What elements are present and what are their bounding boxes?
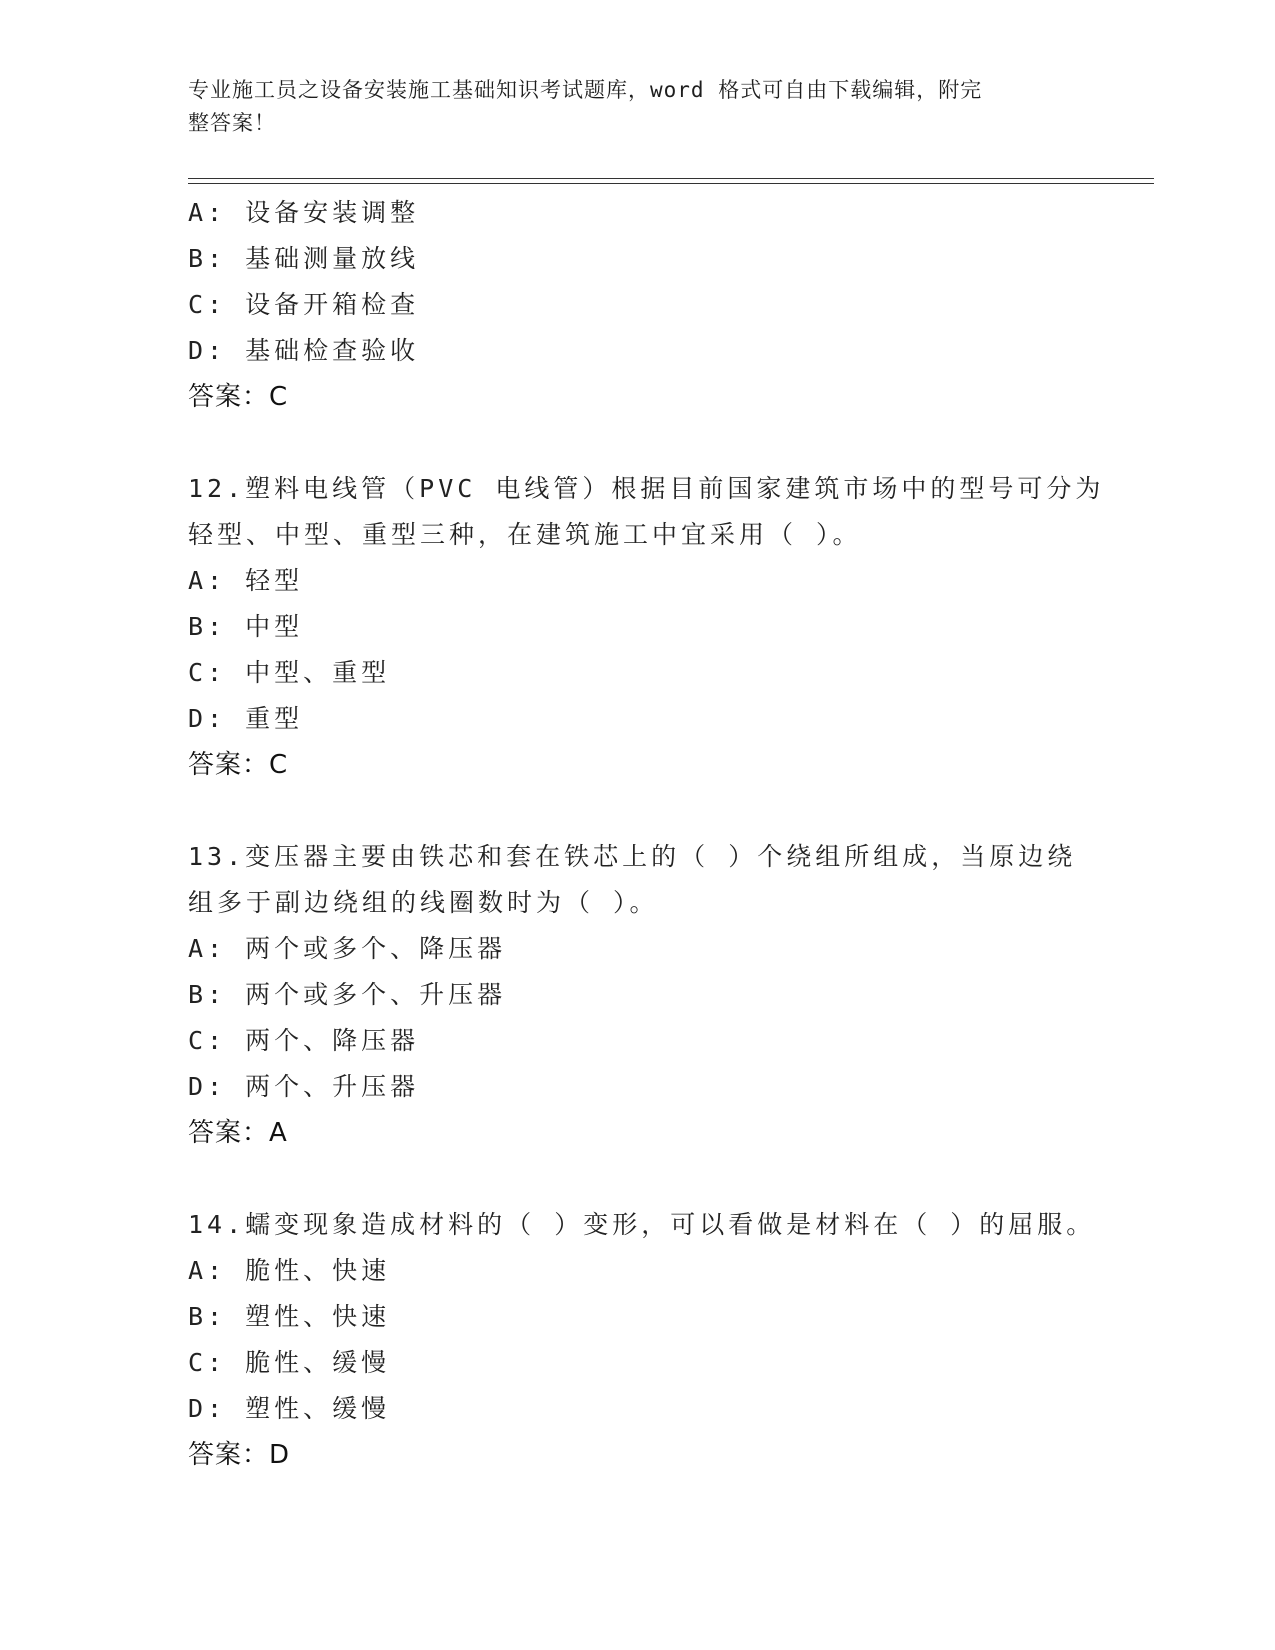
header-line-2: 整答案！	[188, 111, 276, 135]
option-d: D: 重型	[188, 704, 304, 733]
option-b: B: 基础测量放线	[188, 244, 420, 273]
question-14	[188, 1202, 1096, 1478]
option-c: C: 脆性、缓慢	[188, 1348, 391, 1377]
option-a: A: 轻型	[188, 566, 304, 595]
header-divider-top	[188, 178, 1154, 179]
question-13	[188, 834, 1088, 1156]
document-header	[188, 74, 1068, 140]
answer-text: 答案：C	[188, 382, 289, 412]
header-divider-bottom	[188, 183, 1154, 184]
answer-text: 答案：C	[188, 750, 289, 780]
question-text-line-1: 12.塑料电线管（PVC 电线管）根据目前国家建筑市场中的型号可分为	[188, 474, 1105, 503]
option-a: A: 脆性、快速	[188, 1256, 391, 1285]
option-a: A: 设备安装调整	[188, 198, 420, 227]
header-line-1: 专业施工员之设备安装施工基础知识考试题库，word 格式可自由下载编辑，附完	[188, 78, 983, 102]
question-text-line-1: 13.变压器主要由铁芯和套在铁芯上的（ ）个绕组所组成，当原边绕	[188, 842, 1077, 871]
option-c: C: 两个、降压器	[188, 1026, 420, 1055]
option-d: D: 两个、升压器	[188, 1072, 420, 1101]
question-text-line-2: 轻型、中型、重型三种，在建筑施工中宜采用（ ）。	[188, 520, 862, 549]
question-text-line-1: 14.蠕变现象造成材料的（ ）变形，可以看做是材料在（ ）的屈服。	[188, 1210, 1096, 1239]
spacer	[188, 1156, 1088, 1202]
answer-text: 答案：A	[188, 1118, 288, 1148]
question-12	[188, 466, 1105, 788]
option-a: A: 两个或多个、降压器	[188, 934, 507, 963]
answer-text: 答案：D	[188, 1440, 291, 1470]
option-b: B: 塑性、快速	[188, 1302, 391, 1331]
spacer	[188, 788, 1088, 834]
option-d: D: 塑性、缓慢	[188, 1394, 391, 1423]
option-c: C: 设备开箱检查	[188, 290, 420, 319]
option-b: B: 两个或多个、升压器	[188, 980, 507, 1009]
option-b: B: 中型	[188, 612, 304, 641]
spacer	[188, 420, 1088, 466]
option-c: C: 中型、重型	[188, 658, 391, 687]
question-list	[188, 190, 1105, 1478]
option-d: D: 基础检查验收	[188, 336, 420, 365]
question-11	[188, 190, 1088, 420]
question-text-line-2: 组多于副边绕组的线圈数时为（ ）。	[188, 888, 659, 917]
